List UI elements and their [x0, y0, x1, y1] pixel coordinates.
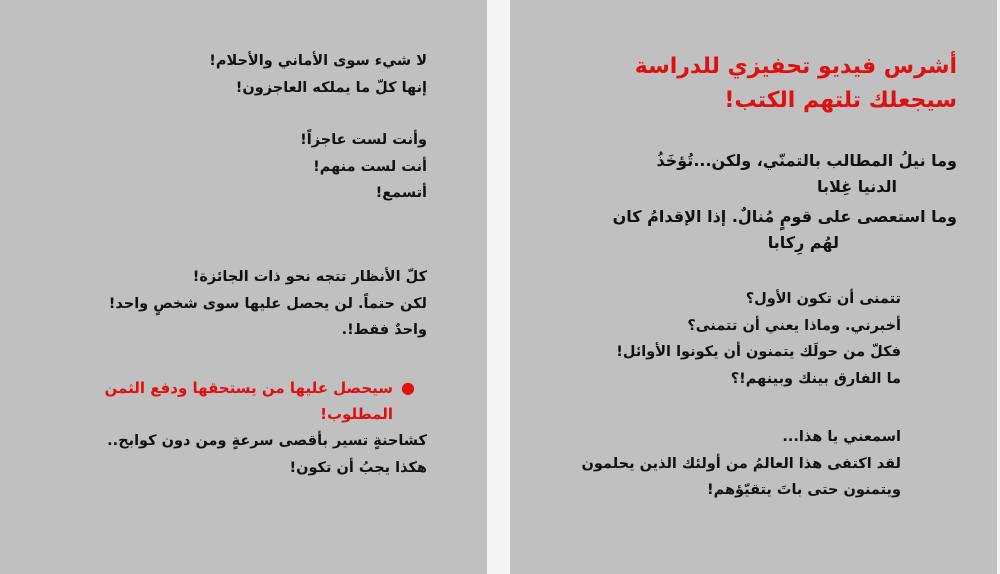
- left-bullet: [16, 375, 415, 427]
- page-gutter: [487, 0, 510, 574]
- right-block-2: [526, 424, 901, 504]
- text-line: أنت لست منهم!: [313, 158, 427, 175]
- left-block-4: [16, 428, 427, 481]
- right-page: [510, 0, 997, 574]
- page-title: [526, 50, 957, 118]
- text-line: تتمنى أن تكون الأول؟: [745, 291, 901, 307]
- text-line: ويتمنون حتى باتَ يتقيّؤهم!: [707, 482, 901, 498]
- text-line: لكن حتماً. لن يحصل عليها سوى شخصٍ واحد!: [108, 295, 427, 312]
- left-block-3: [16, 264, 427, 344]
- text-line: ما الفارق بينك وبينهم!؟: [730, 370, 901, 387]
- text-line: أتسمع!: [375, 185, 427, 201]
- title-line: سيجعلك تلتهم الكتب!: [724, 88, 957, 113]
- text-line: اسمعني يا هذا...: [782, 429, 901, 445]
- text-line: لقد اكتفى هذا العالمُ من أولئك الذين يحلمون: [581, 455, 901, 472]
- bullet-item: [16, 375, 415, 427]
- text-line: كشاحنةٍ تسير بأقصى سرعةٍ ومن دون كوابح..: [107, 433, 427, 449]
- text-line: سيحصل عليها من يستحقها ودفع الثمن: [104, 379, 394, 397]
- poem-line: وما نيلُ المطالب بالتمنّي، ولكن...تُؤخَذُ: [656, 151, 957, 170]
- poem: [526, 148, 957, 256]
- poem-line: لهُم رِكابا: [767, 233, 839, 252]
- text-line: أخبرني. وماذا يعني أن تتمنى؟: [687, 317, 901, 334]
- text-line: هكذا يجبُ أن تكون!: [289, 459, 427, 476]
- left-block-2: [16, 127, 427, 207]
- text-line: إنها كلّ ما يملكه العاجزون!: [235, 79, 427, 96]
- text-line: فكلّ من حولَك يتمنون أن يكونوا الأوائل!: [616, 344, 901, 360]
- left-block-1: [16, 48, 427, 101]
- text-line: لا شيء سوى الأماني والأحلام!: [209, 53, 427, 69]
- right-block-1: [526, 286, 901, 392]
- text-line: وأنت لست عاجزاً!: [300, 132, 427, 148]
- text-line: كلّ الأنظار تتجه نحو ذات الجائزة!: [192, 269, 427, 285]
- bullet-content: [105, 375, 393, 427]
- poem-line: الدنيا غِلابا: [817, 177, 897, 196]
- title-line: أشرس فيديو تحفيزي للدراسة: [634, 54, 957, 79]
- poem-line: وما استعصى على قومٍ مُنالٌ. إذا الإقدامُ كان: [612, 207, 957, 226]
- text-line: المطلوب!: [320, 405, 394, 423]
- bullet-icon: ●: [401, 378, 415, 397]
- text-line: واحدٌ فقط!.: [341, 322, 427, 338]
- left-page: [0, 0, 487, 574]
